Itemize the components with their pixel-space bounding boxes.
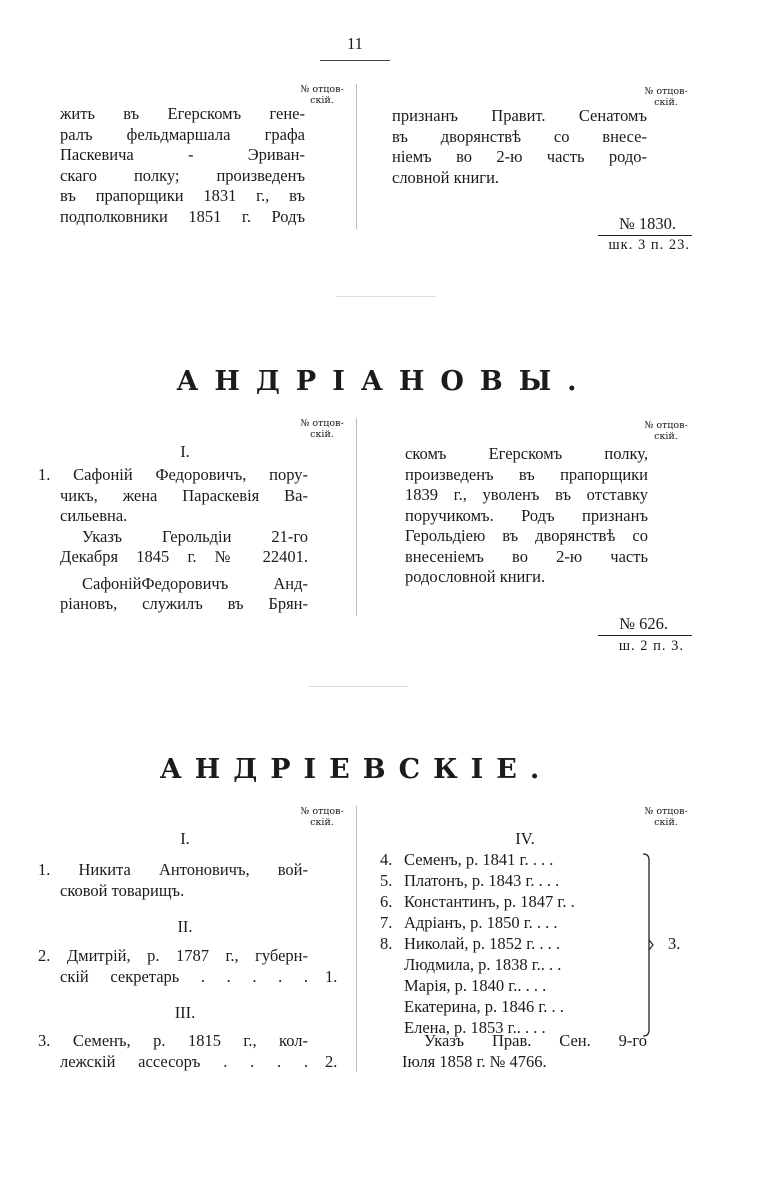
father-number: 3. (668, 934, 681, 953)
text-line: ралъ фельдмаршала графа (60, 124, 305, 144)
section-separator (308, 686, 408, 687)
entry-text: Елена, р. 1853 г.. . . . (404, 1018, 546, 1037)
list-item (380, 892, 650, 913)
column-divider (356, 84, 357, 229)
text-line: жить въ Егерскомъ гене- (60, 104, 305, 123)
entry-text: Адріанъ, р. 1850 г. . . . (404, 913, 558, 932)
father-column-header-right: № отцов- скій. (644, 86, 688, 108)
text-line: Іюля 1858 г. № 4766. (402, 1051, 547, 1071)
entry-text: Платонъ, р. 1843 г. . . . (404, 871, 560, 890)
text-line: скаго полку; произведенъ (60, 165, 305, 185)
list-item (380, 976, 650, 997)
family-title: АНДРІЕВСКІЕ. (159, 754, 553, 785)
record-number: № 1830. (619, 214, 676, 233)
entry-1 (38, 860, 308, 901)
list-item (380, 955, 650, 976)
entry-number: 3. (38, 1031, 51, 1050)
father-column-header-right: № отцов- скій. (644, 420, 688, 442)
generation-numeral: IV. (515, 829, 535, 848)
text-line: 1. Сафоній Федоровичъ, пору- (38, 465, 308, 484)
entry-text: Дмитрій, р. 1787 г., губерн- (66, 946, 308, 965)
father-column-header-left: № отцов- скій. (300, 84, 344, 106)
text-line: ніемъ во 2-ю часть родо- (392, 147, 647, 166)
generation-numeral: II. (177, 917, 193, 936)
column-divider (356, 806, 357, 1072)
text-line: СафонійФедоровичъ Анд- (82, 573, 308, 593)
text-line: ріановъ, служилъ въ Брян- (60, 594, 308, 613)
entry-number: 4. (380, 850, 393, 869)
entry-2 (38, 946, 308, 987)
text-line: чикъ, жена Параскевія Ва- (60, 485, 308, 505)
entry-text: Семенъ, р. 1815 г., кол- (72, 1031, 309, 1050)
entry-text: Семенъ, р. 1841 г. . . . (404, 850, 554, 869)
record-number: № 626. (619, 614, 668, 633)
text-line: родословной книги. (405, 567, 546, 586)
section1-left-text (60, 104, 305, 227)
father-number: 2. (325, 1052, 338, 1071)
text-line: скомъ Егерскомъ полку, (405, 444, 648, 463)
text-line: словной книги. (392, 167, 500, 187)
text-line: внесеніемъ во 2-ю часть (405, 546, 648, 566)
entry-3 (38, 1031, 308, 1072)
text-line: Герольдіею въ дворянствѣ со (405, 526, 648, 545)
generation-numeral: III. (174, 1003, 196, 1022)
entry-text: Никита Антоновичъ, вой- (78, 860, 309, 879)
text-line: въ дворянствѣ со внесе- (392, 126, 647, 146)
entry-number: 2. (38, 946, 51, 965)
father-column-header-left: № отцов- скій. (300, 418, 344, 440)
children-bracket (640, 850, 656, 1040)
list-item (380, 913, 650, 934)
list-item (380, 997, 650, 1018)
text-line: Паскевича - Эриван- (60, 145, 305, 164)
father-column-header-left: № отцов- скій. (300, 806, 344, 828)
entry-number: 7. (380, 913, 393, 932)
page-number: 11 (347, 34, 363, 53)
archive-location: ш. 2 п. 3. (618, 638, 684, 654)
entry-text: лежскій ассесоръ . . . . (60, 1051, 308, 1071)
section-separator (336, 296, 436, 297)
entry-text: Людмила, р. 1838 г.. . . (404, 955, 562, 974)
father-number: 1. (325, 967, 338, 986)
text-line: подполковники 1851 г. Родъ (60, 206, 305, 226)
entry-number: 5. (380, 871, 393, 890)
list-item (380, 871, 650, 892)
section1-right-text (392, 106, 647, 188)
entry-1 (38, 465, 308, 615)
entry-text: Екатерина, р. 1846 г. . . (404, 997, 564, 1016)
text-line: признанъ Правит. Сенатомъ (392, 106, 647, 125)
text-line: въ прапорщики 1831 г., въ (60, 186, 305, 205)
generation-numeral: I. (180, 442, 190, 461)
entry-number: 6. (380, 892, 393, 911)
text-line: Указъ Герольдіи 21-го (82, 526, 308, 546)
text-line: поручикомъ. Родъ признанъ (405, 505, 648, 525)
father-column-header-right: № отцов- скій. (644, 806, 688, 828)
page-number-rule (320, 60, 390, 61)
entry-number: 8. (380, 934, 393, 953)
archive-location: шк. 3 п. 23. (608, 237, 690, 253)
entry-text: сковой товарищъ. (60, 880, 185, 900)
entry-text: Марія, р. 1840 г.. . . . (404, 976, 547, 995)
entry-text: скій секретарь . . . . . (60, 966, 308, 986)
text-line: произведенъ въ прапорщики (405, 464, 648, 484)
column-divider (356, 418, 357, 616)
list-item (380, 850, 650, 871)
entry-text: Николай, р. 1852 г. . . . (404, 934, 561, 953)
section2-right-text (405, 444, 648, 588)
text-line: Декабря 1845 г. № 22401. (60, 547, 308, 566)
text-line: Указъ Прав. Сен. 9-го (424, 1031, 647, 1050)
decree-note (402, 1031, 647, 1072)
text-line: сильевна. (60, 506, 128, 525)
entry-number: 1. (38, 860, 51, 879)
family-title: АНДРІАНОВЫ. (176, 366, 593, 397)
children-list (380, 850, 650, 1039)
list-item (380, 934, 650, 955)
generation-numeral: I. (180, 829, 190, 848)
entry-text: Константинъ, р. 1847 г. . (404, 892, 575, 911)
text-line: 1839 г., уволенъ въ отставку (405, 485, 648, 504)
